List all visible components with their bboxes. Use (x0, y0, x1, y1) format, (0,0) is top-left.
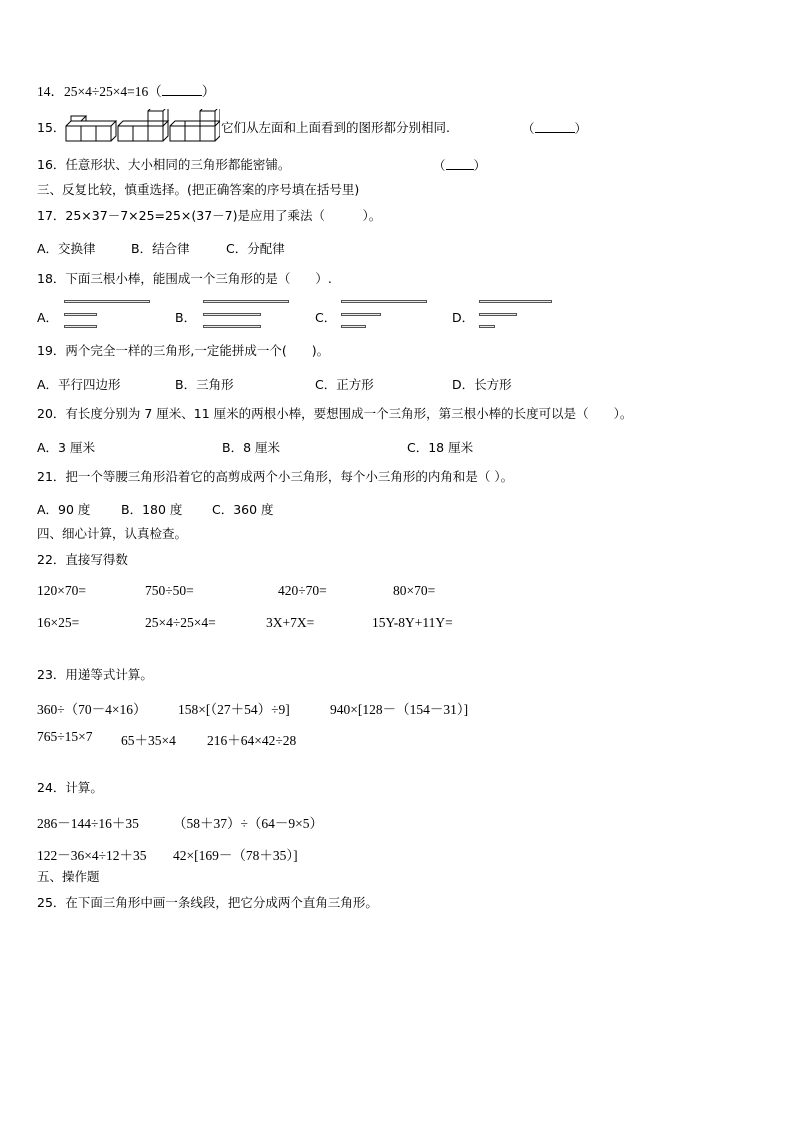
question-19-stem: 19．两个完全一样的三角形,一定能拼成一个( )。 (37, 343, 330, 358)
question-22-title: 22．直接写得数 (37, 552, 128, 567)
expression: 216＋64×42÷28 (207, 733, 297, 748)
option-b[interactable]: B．180 度 (121, 502, 183, 517)
stick-medium (341, 313, 381, 316)
option-a[interactable]: A． (37, 310, 59, 325)
expression: 16×25= (37, 615, 80, 630)
question-16-answer (433, 157, 486, 174)
stick-medium (203, 325, 261, 328)
section-3-heading: 三、反复比较，慎重选择。(把正确答案的序号填在括号里) (37, 182, 360, 197)
expression: 360÷（70－4×16） (37, 702, 147, 717)
option-c[interactable]: C．360 度 (212, 502, 274, 517)
question-21-stem: 21．把一个等腰三角形沿着它的高剪成两个小三角形，每个小三角形的内角和是（ ）。 (37, 469, 514, 484)
section-5-heading: 五、操作题 (37, 869, 100, 884)
option-a[interactable]: A．3 厘米 (37, 440, 95, 455)
cube-figure-2 (118, 109, 168, 141)
expression: 120×70= (37, 583, 86, 598)
option-c[interactable]: C．分配律 (226, 241, 285, 256)
question-23-title: 23．用递等式计算。 (37, 667, 153, 682)
option-d[interactable]: D． (452, 310, 475, 325)
expression: 765÷15×7 (37, 729, 93, 744)
question-15-answer (522, 120, 587, 137)
paren-close: ） (574, 121, 588, 136)
section-4-heading: 四、细心计算，认真检查。 (37, 526, 188, 541)
stick-medium (203, 313, 261, 316)
question-15-number (37, 120, 65, 136)
option-d[interactable]: D．长方形 (452, 377, 512, 392)
option-b[interactable]: B．三角形 (175, 377, 234, 392)
question-18-stem: 18．下面三根小棒，能围成一个三角形的是（ ）. (37, 271, 332, 286)
stick-medium (479, 313, 517, 316)
question-14-close: ） (201, 84, 216, 99)
option-a[interactable]: A．90 度 (37, 502, 91, 517)
question-24-title: 24．计算。 (37, 780, 103, 795)
question-15-text: 它们从左面和上面看到的图形都分别相同. (221, 120, 450, 135)
expression: 122－36×4÷12＋35 (37, 848, 147, 863)
question-17-stem: 17．25×37－7×25=25×(37－7)是应用了乘法（ ）。 (37, 208, 382, 223)
option-a[interactable]: A．交换律 (37, 241, 96, 256)
stick-short (341, 325, 366, 328)
expression: 750÷50= (145, 583, 194, 598)
stick-long (203, 300, 289, 303)
expression: 42×[169－（78＋35）] (173, 848, 298, 863)
expression: 65＋35×4 (121, 733, 176, 748)
stick-long (479, 300, 552, 303)
paren-close: ） (473, 158, 487, 173)
expression: （58＋37）÷（64－9×5） (173, 816, 324, 831)
question-20-stem: 20．有长度分别为 7 厘米、11 厘米的两根小棒，要想围成一个三角形，第三根小棒的长度可以是（ ）。 (37, 406, 633, 421)
option-c[interactable]: C．18 厘米 (407, 440, 474, 455)
question-14-text: 14．25×4÷25×4=16（ (37, 84, 162, 99)
expression: 25×4÷25×4= (145, 615, 216, 630)
answer-blank[interactable] (446, 157, 474, 170)
expression: 80×70= (393, 583, 436, 598)
paren-open: （ (522, 121, 535, 136)
option-c[interactable]: C． (315, 310, 337, 325)
expression: 3X+7X= (266, 615, 315, 630)
expression: 158×[（27＋54）÷9] (178, 702, 290, 717)
expression: 420÷70= (278, 583, 327, 598)
cube-figures-image (64, 109, 220, 147)
question-16-text: 16．任意形状、大小相同的三角形都能密铺。 (37, 157, 291, 172)
option-b[interactable]: B．结合律 (131, 241, 190, 256)
question-16 (37, 157, 290, 173)
question-15-num: 15． (37, 120, 66, 135)
expression: 15Y-8Y+11Y= (372, 615, 453, 630)
cube-figure-3 (170, 109, 220, 141)
stick-short (64, 313, 97, 316)
expression: 940×[128－（154－31）] (330, 702, 469, 717)
expression: 286－144÷16＋35 (37, 816, 139, 831)
answer-blank[interactable] (162, 83, 202, 96)
question-25-stem: 25．在下面三角形中画一条线段，把它分成两个直角三角形。 (37, 895, 378, 910)
question-14 (37, 83, 215, 100)
cube-figure-1 (66, 116, 116, 141)
answer-blank[interactable] (535, 120, 575, 133)
option-a[interactable]: A．平行四边形 (37, 377, 121, 392)
stick-short (64, 325, 97, 328)
stick-short (479, 325, 495, 328)
stick-long (341, 300, 427, 303)
paren-open: （ (433, 158, 446, 173)
option-c[interactable]: C．正方形 (315, 377, 374, 392)
option-b[interactable]: B． (175, 310, 197, 325)
question-15 (221, 120, 450, 136)
option-b[interactable]: B．8 厘米 (222, 440, 281, 455)
stick-long (64, 300, 150, 303)
